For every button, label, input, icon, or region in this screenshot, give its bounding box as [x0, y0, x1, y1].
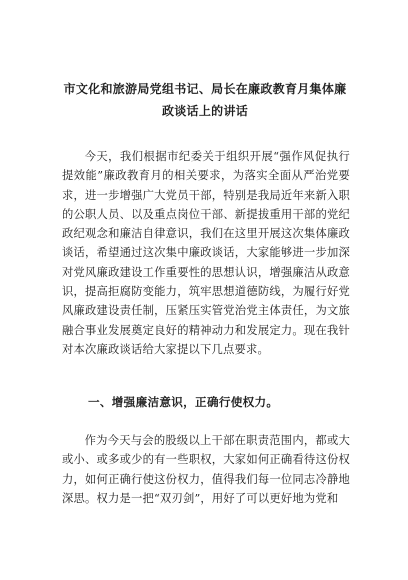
paragraph-section-1: 作为今天与会的股级以上干部在职责范围内，都或大或小、或多或少的有一些职权，大家如何正确看待这份权力，如何正确行使这份权力，值得我们每一位同志冷静地深思。权力是一把“双刃剑”，用好了可以更好地为党和 [62, 434, 350, 505]
document-title: 市文化和旅游局党组书记、局长在廉政教育月集体廉政谈话上的讲话 [63, 82, 347, 118]
section-heading: 一、增强廉洁意识，正确行使权力。 [88, 395, 279, 409]
paragraph-intro: 今天，我们根据市纪委关于组织开展“强作风促执行提效能”廉政教育月的相关要求，为落实全面从严治党要求，进一步增强广大党员干部，特别是我局近年来新入职的公职人员、以及重点岗位干部、新提拔重用干部的党纪政纪观念和廉洁自律意识，我们在这里开展这次集体廉政谈话，希望通过这次集中廉政谈话，大家能够进一步加深对党风廉政建设工作重要性的思想认识，增强廉洁从政意识，提高拒腐防变能力，筑牢思想道德防线，为履行好党风廉政建设责任制，压紧压实管党治党主体责任，为文旅融合事业发展奠定良好的精神动力和发展定力。现在我针对本次廉政谈话给大家提以下几点要求。 [62, 150, 350, 356]
